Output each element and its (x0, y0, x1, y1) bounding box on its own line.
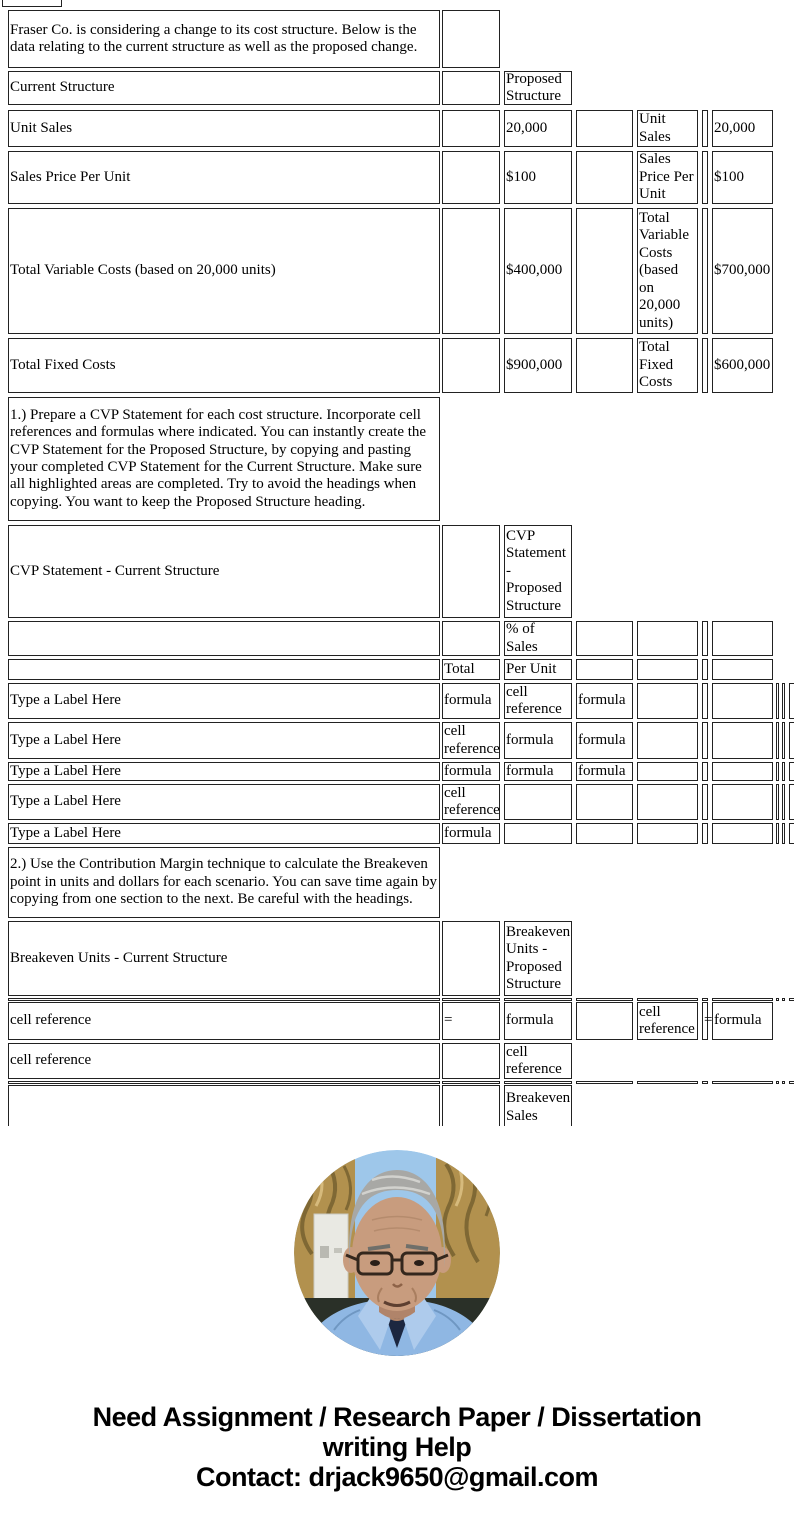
cell-r6-d (576, 338, 633, 393)
cutoff-cell (776, 722, 779, 759)
cell-r14-d (576, 784, 633, 820)
cell-r15-a: Type a Label Here (8, 823, 440, 844)
cell-r20-b (442, 1085, 500, 1126)
cell-r14-g (712, 784, 773, 820)
eye-right (414, 1260, 424, 1266)
cell-r8-b (442, 525, 500, 618)
cell-r4-g: $100 (712, 151, 773, 204)
cell-r11-f (702, 683, 708, 719)
cell-r9-d (576, 621, 633, 656)
cell-r9-c: % of Sales (504, 621, 572, 656)
cutoff-cell (776, 1081, 779, 1084)
cell-r15-b: formula (442, 823, 500, 844)
cell-r6-e: Total Fixed Costs (637, 338, 698, 393)
cell-r6-f (702, 338, 708, 393)
eye-left (370, 1260, 380, 1266)
cell-r4-f (702, 151, 708, 204)
cell-r3-f (702, 110, 708, 147)
avatar-photo (294, 1150, 500, 1356)
spacer-cell (576, 1081, 633, 1084)
cell-r6-b (442, 338, 500, 393)
cell-r13-e (637, 762, 698, 781)
window-panel (314, 1214, 348, 1306)
cell-r13-g (712, 762, 773, 781)
cell-r11-e (637, 683, 698, 719)
cell-r15-f (702, 823, 708, 844)
cell-r14-f (702, 784, 708, 820)
cell-r12-g (712, 722, 773, 759)
cell-r18-g: formula (712, 1002, 773, 1040)
cell-r4-e: Sales Price Per Unit (637, 151, 698, 204)
cell-r12-a: Type a Label Here (8, 722, 440, 759)
cell-r4-b (442, 151, 500, 204)
cutoff-cell (782, 722, 785, 759)
cutoff-cell (782, 823, 785, 844)
cell-r15-e (637, 823, 698, 844)
cell-r9-g (712, 621, 773, 656)
spacer-cell (637, 1081, 698, 1084)
cell-r13-d: formula (576, 762, 633, 781)
cell-r14-e (637, 784, 698, 820)
cell-r10-b: Total (442, 659, 500, 680)
instructions-1: 1.) Prepare a CVP Statement for each cost structure. Incorporate cell references and formulas where indicated. You can instantly create the CVP Statement for the Proposed Structure, by copying and pasting your completed CVP Statement for the Current Structure. Make sure all highlighted areas are completed. Try to avoid the headings when copying. You want to keep the Proposed Structure heading. (8, 397, 440, 521)
cell-r20-a (8, 1085, 440, 1126)
cell-r5-f (702, 208, 708, 334)
footer-line-1: Need Assignment / Research Paper / Dissertation (92, 1402, 702, 1432)
spacer-cell (712, 1081, 773, 1084)
footer-ad (0, 1402, 794, 1492)
cell-r19-a: cell reference (8, 1043, 440, 1079)
cell-r9-e (637, 621, 698, 656)
cell-r5-g: $700,000 (712, 208, 773, 334)
footer-line-2: writing Help (322, 1432, 472, 1462)
cell-r10-a (8, 659, 440, 680)
cell-r19-c: cell reference (504, 1043, 572, 1079)
cell-r18-b: = (442, 1002, 500, 1040)
cell-r5-c: $400,000 (504, 208, 572, 334)
cell-r2-a: Current Structure (8, 71, 440, 105)
spacer-cell (504, 998, 572, 1001)
cell-r5-b (442, 208, 500, 334)
avatar (294, 1150, 500, 1356)
cutoff-cell (782, 998, 785, 1001)
instructions-2: 2.) Use the Contribution Margin technique to calculate the Breakeven point in units and dollars for each scenario. You can save time again by copying from one section to the next. Be careful with the headings. (8, 847, 440, 918)
cell-r14-c (504, 784, 572, 820)
cell-r11-a: Type a Label Here (8, 683, 440, 719)
cutoff-cell (776, 762, 779, 781)
cell-r11-b: formula (442, 683, 500, 719)
cell-r11-c: cell reference (504, 683, 572, 719)
cell-r10-e (637, 659, 698, 680)
cell-r4-c: $100 (504, 151, 572, 204)
cell-r10-c: Per Unit (504, 659, 572, 680)
cell-r3-a: Unit Sales (8, 110, 440, 147)
cell-r6-c: $900,000 (504, 338, 572, 393)
cell-r11-d: formula (576, 683, 633, 719)
cell-r1-a: Fraser Co. is considering a change to its cost structure. Below is the data relating to the current structure as well as the proposed change. (8, 10, 440, 68)
cell-r12-d: formula (576, 722, 633, 759)
cutoff-cell (782, 784, 785, 820)
cell-r15-c (504, 823, 572, 844)
footer-line-3: Contact: drjack9650@gmail.com (196, 1462, 598, 1492)
cutoff-cell (782, 1081, 785, 1084)
cutoff-cell (789, 998, 794, 1001)
spacer-cell (8, 1081, 440, 1084)
cell-r8-c: CVP Statement - Proposed Structure (504, 525, 572, 618)
cutoff-cell (776, 823, 779, 844)
cell-r2-c: Proposed Structure (504, 71, 572, 105)
cell-r4-d (576, 151, 633, 204)
cell-r9-a (8, 621, 440, 656)
cell-r9-f (702, 621, 708, 656)
cell-r13-a: Type a Label Here (8, 762, 440, 781)
cell-r3-c: 20,000 (504, 110, 572, 147)
cutoff-cell-top (2, 0, 62, 7)
cell-r18-e: cell reference (637, 1002, 698, 1040)
cell-r12-c: formula (504, 722, 572, 759)
cell-r13-f (702, 762, 708, 781)
cell-r5-e: Total Variable Costs (based on 20,000 units) (637, 208, 698, 334)
cell-r15-g (712, 823, 773, 844)
cell-r18-d (576, 1002, 633, 1040)
spacer-cell (442, 998, 500, 1001)
cutoff-cell (789, 784, 794, 820)
cell-r18-c: formula (504, 1002, 572, 1040)
cell-r8-a: CVP Statement - Current Structure (8, 525, 440, 618)
cutoff-cell (776, 784, 779, 820)
cell-r1-b (442, 10, 500, 68)
cell-r17-a: Breakeven Units - Current Structure (8, 921, 440, 996)
cell-r4-a: Sales Price Per Unit (8, 151, 440, 204)
spacer-cell (504, 1081, 572, 1084)
cell-r3-g: 20,000 (712, 110, 773, 147)
cell-r3-b (442, 110, 500, 147)
cutoff-cell (789, 722, 794, 759)
cell-r6-a: Total Fixed Costs (8, 338, 440, 393)
cell-r6-g: $600,000 (712, 338, 773, 393)
cell-r2-b (442, 71, 500, 105)
cell-r12-b: cell reference (442, 722, 500, 759)
curtain-right (436, 1150, 500, 1320)
spacer-cell (8, 998, 440, 1001)
cell-r15-d (576, 823, 633, 844)
cutoff-cell (782, 683, 785, 719)
spacer-cell (702, 998, 708, 1001)
cell-r13-b: formula (442, 762, 500, 781)
cell-r20-c: Breakeven Sales (504, 1085, 572, 1126)
cutoff-cell (789, 762, 794, 781)
spacer-cell (702, 1081, 708, 1084)
cutoff-cell (789, 683, 794, 719)
spacer-cell (712, 998, 773, 1001)
spacer-cell (442, 1081, 500, 1084)
cell-r19-b (442, 1043, 500, 1079)
cell-r9-b (442, 621, 500, 656)
cell-r5-a: Total Variable Costs (based on 20,000 units) (8, 208, 440, 334)
cell-r12-f (702, 722, 708, 759)
cell-r5-d (576, 208, 633, 334)
cell-r12-e (637, 722, 698, 759)
cutoff-cell (776, 683, 779, 719)
cutoff-cell (789, 823, 794, 844)
cell-r14-b: cell reference (444, 784, 500, 818)
spacer-cell (576, 998, 633, 1001)
spacer-cell (637, 998, 698, 1001)
cell-r10-d (576, 659, 633, 680)
cell-r18-f: = (702, 1002, 708, 1040)
cell-r17-b (442, 921, 500, 996)
cell-r14-a: Type a Label Here (8, 784, 440, 820)
cell-r3-e: Unit Sales (637, 110, 698, 147)
cell-r3-d (576, 110, 633, 147)
cutoff-cell (776, 998, 779, 1001)
cell-r11-g (712, 683, 773, 719)
cell-r13-c: formula (504, 762, 572, 781)
cutoff-cell (782, 762, 785, 781)
cell-r10-g (712, 659, 773, 680)
cell-r18-a: cell reference (8, 1002, 440, 1040)
cutoff-cell (789, 1081, 794, 1084)
cell-r17-c: Breakeven Units - Proposed Structure (504, 921, 572, 996)
cell-r10-f (702, 659, 708, 680)
